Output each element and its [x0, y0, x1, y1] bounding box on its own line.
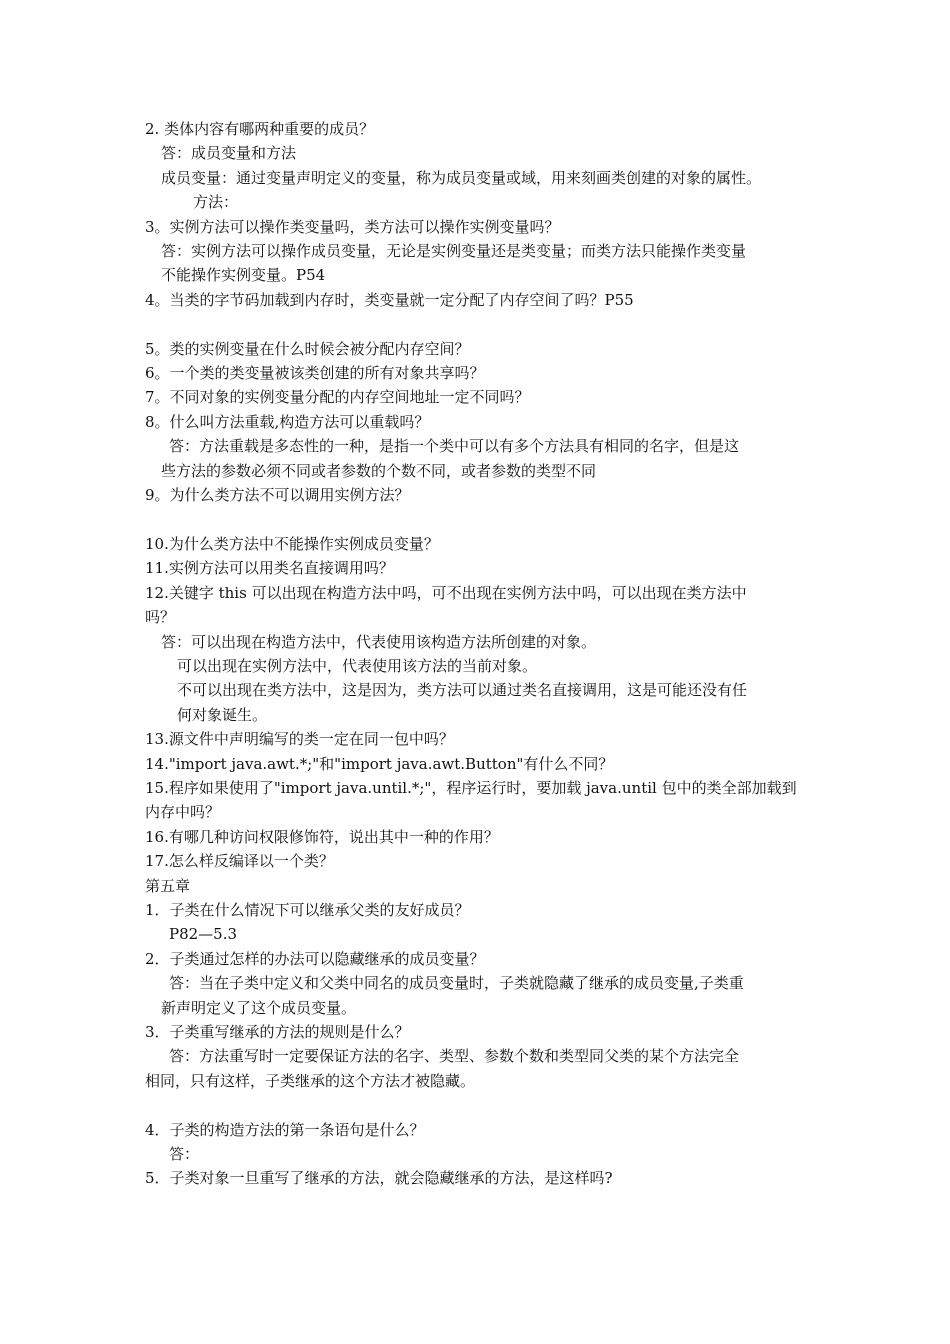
ch5-answer-3-line-1: 答：方法重写时一定要保证方法的名字、类型、参数个数和类型同父类的某个方法完全	[169, 1047, 740, 1066]
question-9: 9。为什么类方法不可以调用实例方法？	[145, 486, 410, 505]
question-17: 17.怎么样反编译以一个类？	[145, 852, 334, 871]
answer-2-method: 方法：	[193, 193, 239, 212]
question-12-line-1: 12.关键字 this 可以出现在构造方法中吗，可不出现在实例方法中吗，可以出现在类方法中	[145, 583, 747, 602]
answer-3-line-2: 不能操作实例变量。P54	[161, 266, 326, 285]
ch5-question-5: 5．子类对象一旦重写了继承的方法，就会隐藏继承的方法，是这样吗?	[145, 1169, 613, 1188]
answer-12-line-3: 不可以出现在类方法中，这是因为，类方法可以通过类名直接调用，这是可能还没有任	[177, 681, 748, 700]
answer-8-line-1: 答：方法重载是多态性的一种，是指一个类中可以有多个方法具有相同的名字，但是这	[169, 437, 740, 456]
blank-line	[145, 1093, 810, 1117]
question-3: 3。实例方法可以操作类变量吗，类方法可以操作实例变量吗？	[145, 217, 560, 236]
question-8: 8。什么叫方法重载,构造方法可以重载吗？	[145, 412, 430, 431]
question-16: 16.有哪几种访问权限修饰符，说出其中一种的作用？	[145, 827, 499, 846]
question-15-line-2: 内存中吗？	[145, 803, 221, 822]
question-4: 4。当类的字节码加载到内存时，类变量就一定分配了内存空间了吗？P55	[145, 290, 634, 309]
question-15-line-1: 15.程序如果使用了"import java.until.*;"，程序运行时，要加载 java.until 包中的类全部加载到	[145, 778, 797, 797]
answer-2: 答：成员变量和方法	[161, 144, 297, 163]
ch5-question-1: 1．子类在什么情况下可以继承父类的友好成员？	[145, 900, 470, 919]
ch5-answer-1: P82—5.3	[169, 925, 238, 944]
question-6: 6。一个类的类变量被该类创建的所有对象共享吗？	[145, 364, 485, 383]
question-11: 11.实例方法可以用类名直接调用吗？	[145, 559, 394, 578]
question-13: 13.源文件中声明编写的类一定在同一包中吗？	[145, 730, 454, 749]
blank-line	[145, 312, 810, 336]
answer-12-line-4: 何对象诞生。	[177, 705, 268, 724]
ch5-answer-2-line-2: 新声明定义了这个成员变量。	[161, 998, 357, 1017]
ch5-question-3: 3．子类重写继承的方法的规则是什么？	[145, 1023, 410, 1041]
ch5-question-4: 4．子类的构造方法的第一条语句是什么？	[145, 1120, 425, 1139]
question-10: 10.为什么类方法中不能操作实例成员变量？	[145, 534, 439, 553]
question-12-line-2: 吗？	[145, 608, 176, 627]
ch5-question-2: 2．子类通过怎样的办法可以隐藏继承的成员变量？	[145, 949, 485, 968]
chapter-heading: 第五章	[145, 876, 191, 895]
answer-2-member-variable: 成员变量：通过变量声明定义的变量，称为成员变量或域，用来刻画类创建的对象的属性。	[161, 168, 762, 187]
answer-8-line-2: 些方法的参数必须不同或者参数的个数不同，或者参数的类型不同	[161, 461, 597, 480]
question-2: 2. 类体内容有哪两种重要的成员？	[145, 120, 375, 138]
ch5-answer-2-line-1: 答：当在子类中定义和父类中同名的成员变量时，子类就隐藏了继承的成员变量,子类重	[169, 974, 744, 993]
answer-12-line-2: 可以出现在实例方法中，代表使用该方法的当前对象。	[177, 656, 538, 675]
question-14: 14."import java.awt.*;"和"import java.awt.Button"有什么不同？	[145, 754, 614, 773]
answer-3-line-1: 答：实例方法可以操作成员变量，无论是实例变量还是类变量；而类方法只能操作类变量	[161, 242, 747, 261]
answer-12-line-1: 答：可以出现在构造方法中，代表使用该构造方法所创建的对象。	[161, 632, 597, 651]
blank-line	[145, 507, 810, 531]
ch5-answer-3-line-2: 相同，只有这样，子类继承的这个方法才被隐藏。	[145, 1071, 476, 1090]
question-7: 7。不同对象的实例变量分配的内存空间地址一定不同吗？	[145, 388, 530, 407]
ch5-answer-4: 答：	[169, 1145, 200, 1164]
document-body	[145, 117, 810, 1191]
question-5: 5。类的实例变量在什么时候会被分配内存空间？	[145, 339, 470, 358]
